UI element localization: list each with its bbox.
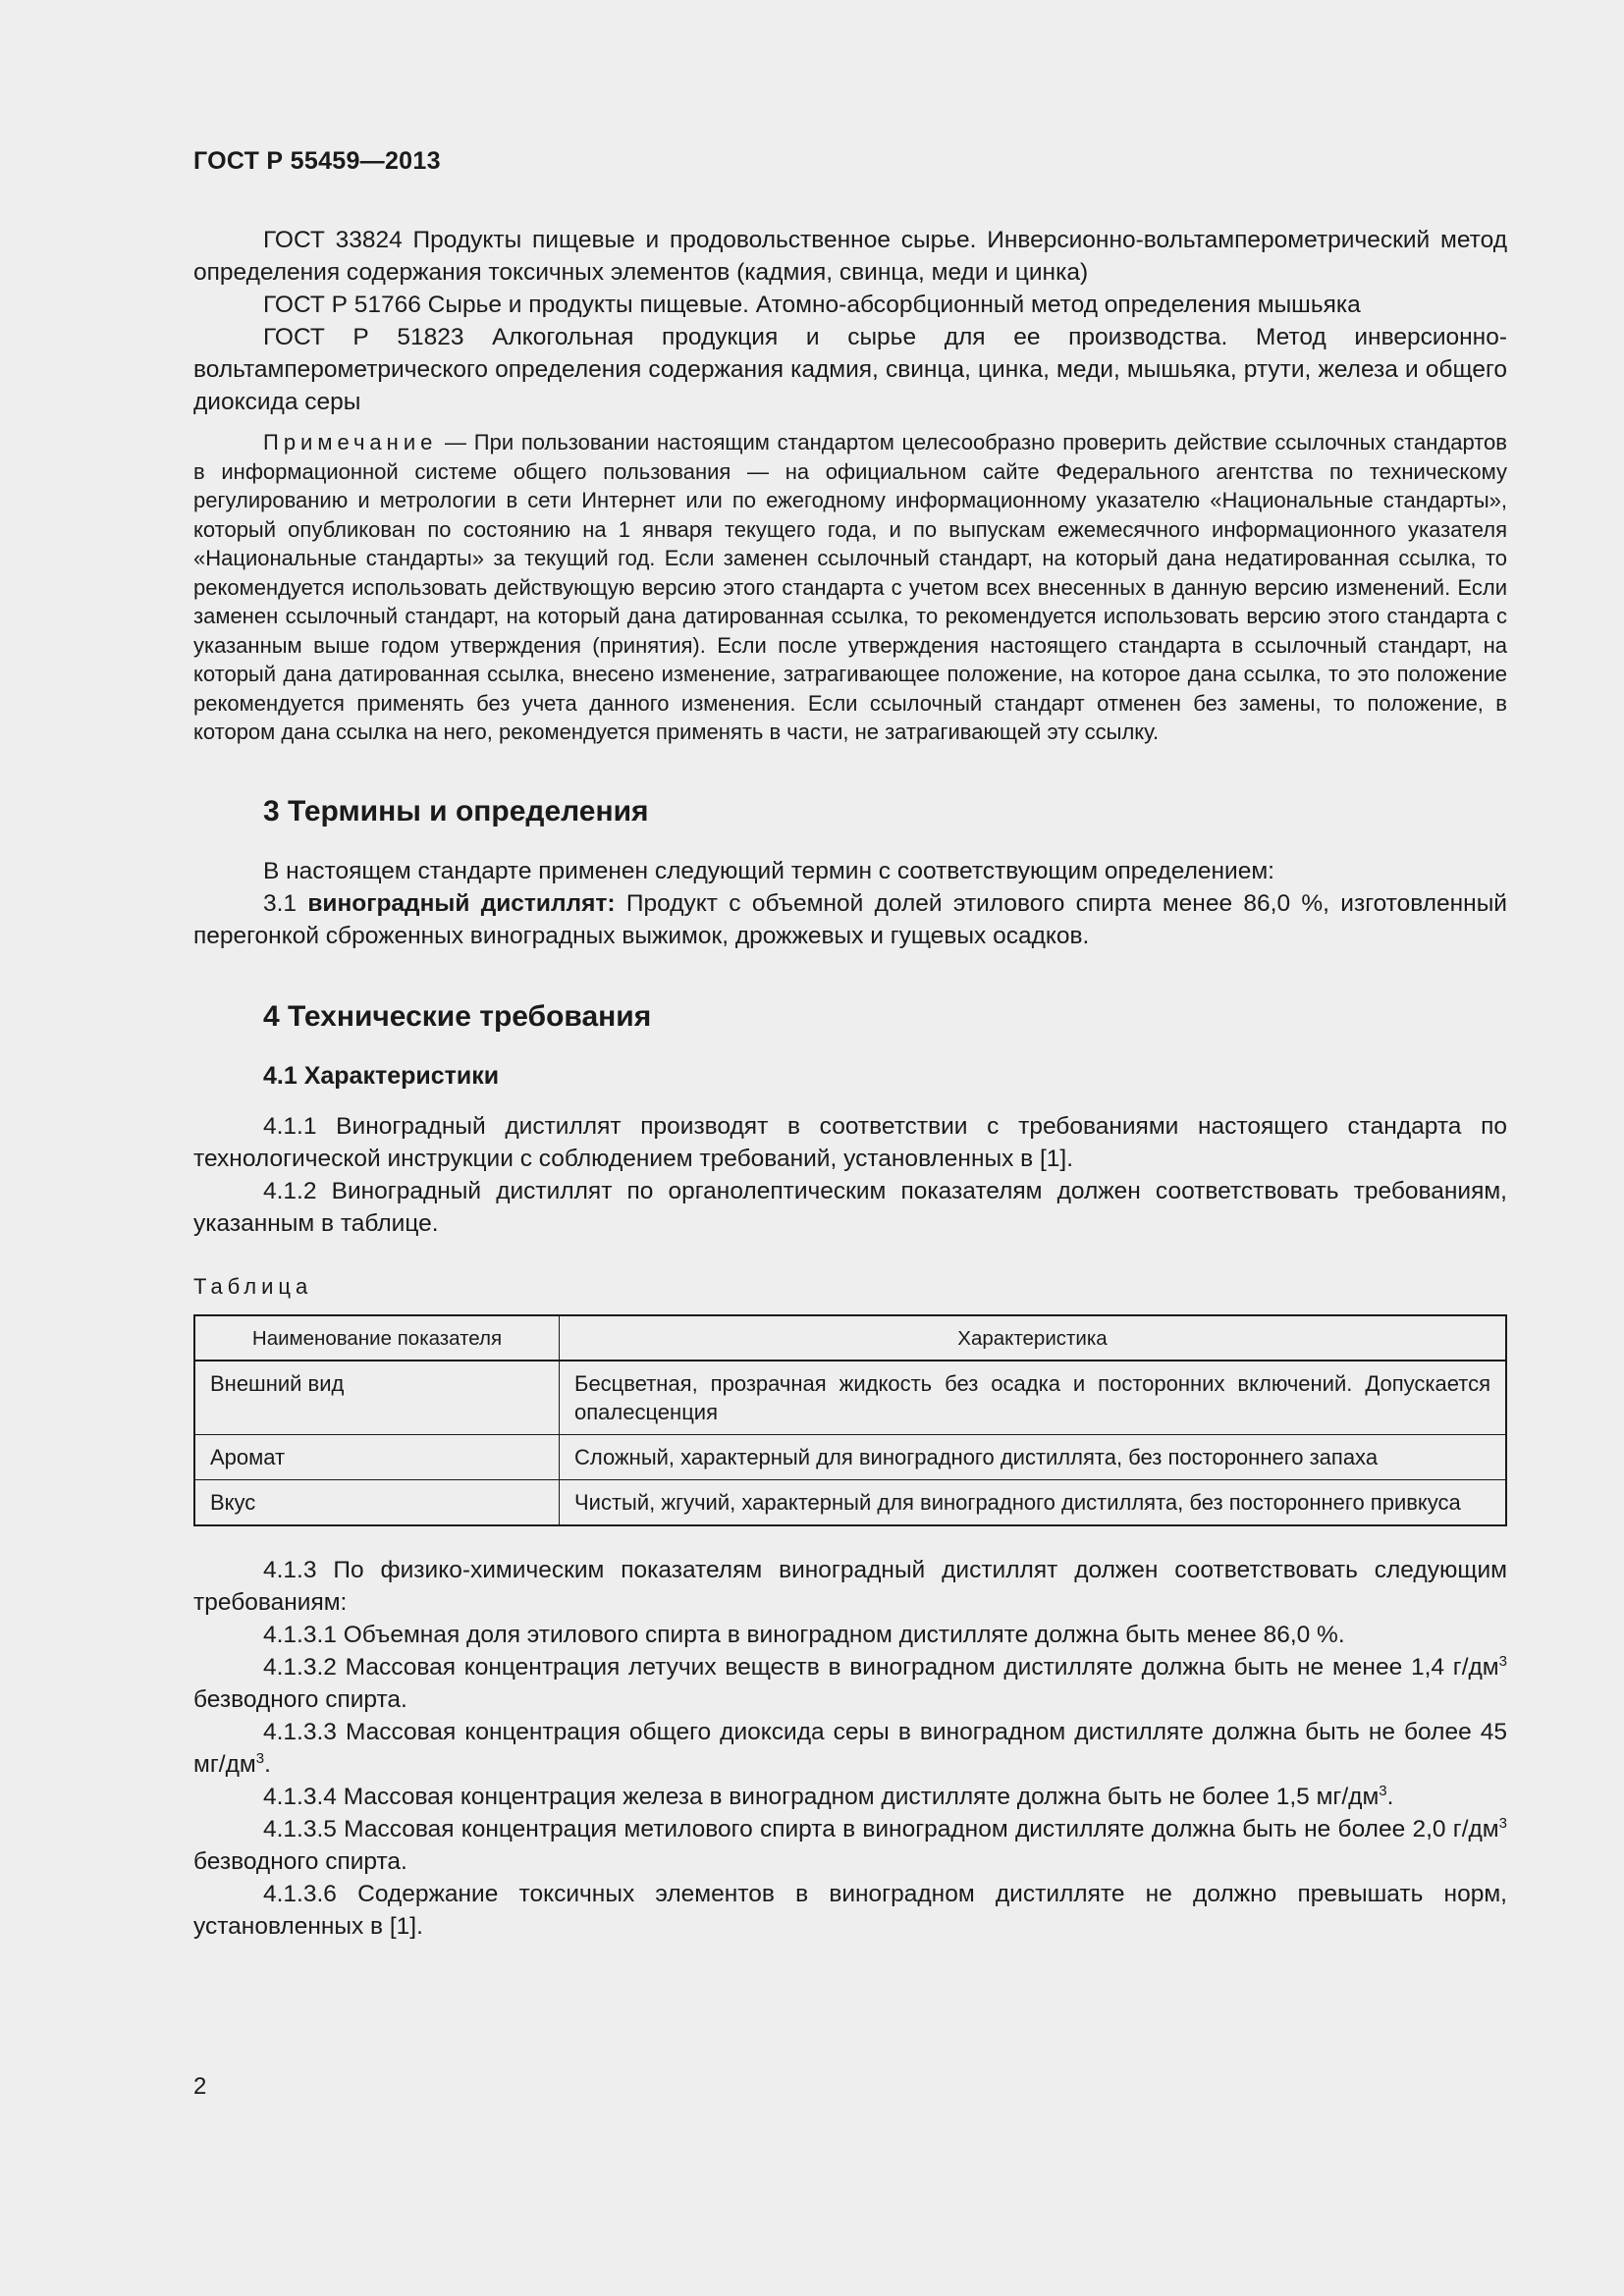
characteristic-cell: Чистый, жгучий, характерный для виноградного дистиллята, без постороннего привкуса (560, 1479, 1507, 1525)
paragraph-text: безводного спирта. (193, 1847, 407, 1875)
section-4-title: 4 Технические требования (263, 999, 652, 1033)
paragraph-4-1-3-5 (193, 1813, 1507, 1878)
table-row (194, 1434, 1506, 1479)
table-header-row (194, 1315, 1506, 1361)
table-row (194, 1361, 1506, 1435)
paragraph-4-1-3-4 (193, 1781, 1507, 1813)
table-row (194, 1479, 1506, 1525)
paragraph-4-1-2: 4.1.2 Виноградный дистиллят по органолептическим показателям должен соответствовать требованиям, указанным в таблице. (193, 1177, 1507, 1237)
reference-paragraph: ГОСТ 33824 Продукты пищевые и продовольственное сырье. Инверсионно-вольтамперометрический метод определения содержания токсичных элементов (кадмия, свинца, меди и цинка) (193, 227, 1507, 286)
note-text: При пользовании настоящим стандартом целесообразно проверить действие ссылочных стандартов в информационной системе общего пользования — на официальном сайте Федерального агентства по техническому регулированию и метрологии в сети Интернет или по ежегодному информационному указателю «Национальные стандарты», который опубликован по состоянию на 1 января текущего года, и по выпускам ежемесячного информационного указателя «Национальные стандарты» за текущий год. Если заменен ссылочный стандарт, на который дана недатированная ссылка, то рекомендуется использовать действующую версию этого стандарта с учетом всех внесенных в данную версию изменений. Если заменен ссылочный стандарт, на который дана датированная ссылка, то рекомендуется использовать версию этого стандарта с указанным выше годом утверждения (принятия). Если после утверждения настоящего стандарта в ссылочный стандарт, на который дана датированная ссылка, внесено изменение, затрагивающее положение, на которое дана ссылка, то это положение рекомендуется применять без учета данного изменения. Если ссылочный стандарт отменен без замены, то положение, в котором дана ссылка на него, рекомендуется применять в части, не затрагивающей эту ссылку. (193, 430, 1507, 744)
reference-paragraph: ГОСТ Р 51766 Сырье и продукты пищевые. Атомно-абсорбционный метод определения мышьяка (263, 292, 1361, 318)
characteristic-cell: Сложный, характерный для виноградного дистиллята, без постороннего запаха (560, 1434, 1507, 1479)
note-label: Примечание (263, 430, 438, 454)
requirements-block (193, 1554, 1507, 1943)
characteristics-table (193, 1314, 1507, 1526)
section-3-intro: В настоящем стандарте применен следующий термин с соответствующим определением: (263, 857, 1274, 884)
superscript: 3 (1498, 1814, 1507, 1832)
indicator-name-cell: Аромат (194, 1434, 560, 1479)
paragraph-text: 4.1.3.2 Массовая концентрация летучих веществ в виноградном дистилляте должна быть не менее 1,4 г/дм (263, 1653, 1499, 1681)
paragraph-4-1-3-3 (193, 1716, 1507, 1781)
indicator-name-cell: Внешний вид (194, 1361, 560, 1435)
term-name: виноградный дистиллят: (307, 889, 616, 917)
reference-paragraph: ГОСТ Р 51823 Алкогольная продукция и сырье для ее производства. Метод инверсионно-вольтамперометрического определения содержания кадмия, свинца, цинка, меди, мышьяка, ртути, железа и общего диоксида серы (193, 324, 1507, 415)
note-dash: — (437, 430, 474, 454)
page-number: 2 (193, 2073, 207, 2100)
table-header-cell: Характеристика (560, 1315, 1507, 1361)
page-content (193, 224, 1507, 1943)
section-3-title: 3 Термины и определения (263, 794, 649, 828)
paragraph-text: безводного спирта. (193, 1685, 407, 1713)
paragraph-4-1-3-6: 4.1.3.6 Содержание токсичных элементов в виноградном дистилляте не должно превышать норм, установленных в [1]. (193, 1880, 1507, 1940)
paragraph-4-1-3: 4.1.3 По физико-химическим показателям виноградный дистиллят должен соответствовать следующим требованиям: (193, 1556, 1507, 1616)
indicator-name-cell: Вкус (194, 1479, 560, 1525)
term-definition-text: Продукт с объемной долей этилового спирта менее 86,0 %, изготовленный перегонкой сброженных виноградных выжимок, дрожжевых и гущевых осадков. (193, 889, 1507, 949)
paragraph-4-1-3-1: 4.1.3.1 Объемная доля этилового спирта в виноградном дистилляте должна быть менее 86,0 %. (263, 1621, 1345, 1648)
paragraph-text: 4.1.3.3 Массовая концентрация общего диоксида серы в виноградном дистилляте должна быть не более 45 мг/дм (193, 1718, 1507, 1778)
paragraph-text: . (1386, 1783, 1394, 1810)
paragraph-text: 4.1.3.4 Массовая концентрация железа в виноградном дистилляте должна быть не более 1,5 мг/дм (263, 1783, 1380, 1810)
table-caption: Таблица (193, 1273, 313, 1299)
superscript: 3 (1498, 1652, 1507, 1670)
paragraph-text: . (264, 1750, 271, 1778)
note-paragraph (193, 428, 1507, 747)
document-header: ГОСТ Р 55459—2013 (193, 147, 441, 175)
superscript: 3 (255, 1749, 265, 1767)
term-definition (193, 887, 1507, 952)
term-number: 3.1 (263, 889, 308, 917)
paragraph-4-1-1: 4.1.1 Виноградный дистиллят производят в соответствии с требованиями настоящего стандарта по технологической инструкции с соблюдением требований, установленных в [1]. (193, 1112, 1507, 1172)
superscript: 3 (1379, 1782, 1387, 1799)
subsection-4-1-title: 4.1 Характеристики (263, 1061, 500, 1090)
paragraph-text: 4.1.3.5 Массовая концентрация метилового спирта в виноградном дистилляте должна быть не более 2,0 г/дм (263, 1815, 1499, 1842)
characteristic-cell: Бесцветная, прозрачная жидкость без осадка и посторонних включений. Допускается опалесценция (560, 1361, 1507, 1435)
table-header-cell: Наименование показателя (194, 1315, 560, 1361)
paragraph-4-1-3-2 (193, 1651, 1507, 1716)
